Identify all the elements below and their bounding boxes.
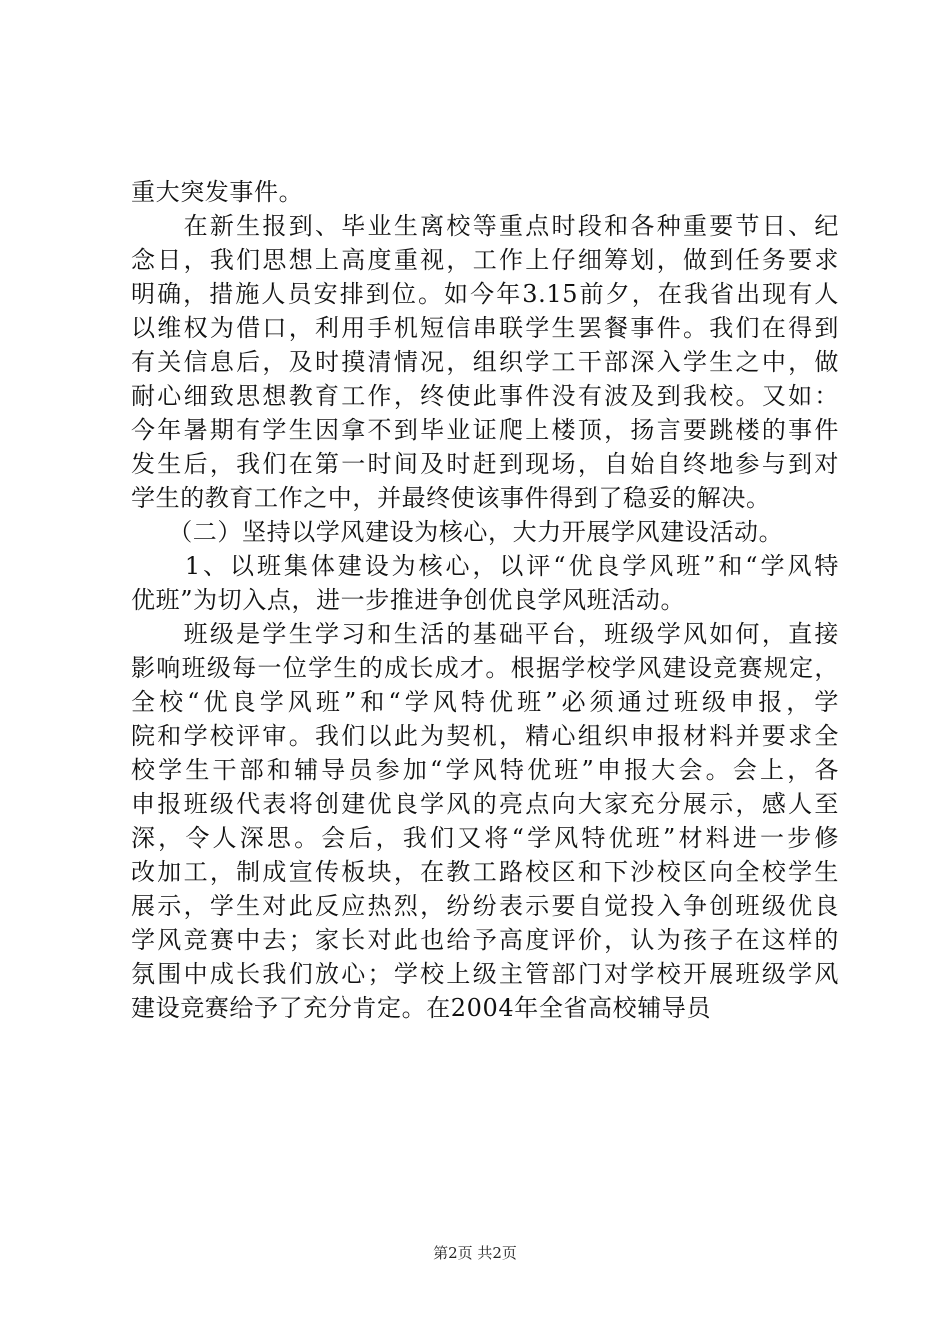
text-line: 今年暑期有学生因拿不到毕业证爬上楼顶，扬言要跳楼的事件: [131, 416, 839, 444]
text-line: 学风竞赛中去；家长对此也给予高度评价，认为孩子在这样的: [131, 926, 839, 954]
text-line: 展示，学生对此反应热烈，纷纷表示要自觉投入争创班级优良: [131, 892, 839, 920]
subsection-heading: 1、以班集体建设为核心，以评“优良学风班”和“学风特: [131, 552, 839, 580]
text-line: 影响班级每一位学生的成长成才。根据学校学风建设竞赛规定，: [131, 654, 839, 682]
text-line: 建设竞赛给予了充分肯定。在2004年全省高校辅导员: [131, 994, 712, 1022]
section-heading: （二）坚持以学风建设为核心，大力开展学风建设活动。: [131, 518, 784, 546]
text-line: 有关信息后，及时摸清情况，组织学工干部深入学生之中，做: [131, 348, 839, 376]
text-line: 深，令人深思。会后，我们又将“学风特优班”材料进一步修: [131, 824, 839, 852]
text-line: 重大突发事件。: [131, 178, 304, 206]
text-line: 申报班级代表将创建优良学风的亮点向大家充分展示，感人至: [131, 790, 839, 818]
text-line: 氛围中成长我们放心；学校上级主管部门对学校开展班级学风: [131, 960, 839, 988]
subsection-heading: 优班”为切入点，进一步推进争创优良学风班活动。: [131, 586, 686, 614]
text-line: 改加工，制成宣传板块，在教工路校区和下沙校区向全校学生: [131, 858, 839, 886]
text-line: 明确，措施人员安排到位。如今年3.15前夕，在我省出现有人: [131, 280, 839, 308]
page-number-footer: 第2页 共2页: [433, 1244, 517, 1262]
text-line: 以维权为借口，利用手机短信串联学生罢餐事件。我们在得到: [131, 314, 839, 342]
text-line: 耐心细致思想教育工作，终使此事件没有波及到我校。又如：: [131, 382, 839, 410]
text-line: 校学生干部和辅导员参加“学风特优班”申报大会。会上，各: [131, 756, 839, 784]
text-line: 发生后，我们在第一时间及时赶到现场，自始自终地参与到对: [131, 450, 839, 478]
text-line: 念日，我们思想上高度重视，工作上仔细筹划，做到任务要求: [131, 246, 839, 274]
text-line: 院和学校评审。我们以此为契机，精心组织申报材料并要求全: [131, 722, 839, 750]
text-line: 在新生报到、毕业生离校等重点时段和各种重要节日、纪: [131, 212, 839, 240]
text-line: 学生的教育工作之中，并最终使该事件得到了稳妥的解决。: [131, 484, 771, 512]
text-line: 全校“优良学风班”和“学风特优班”必须通过班级申报，学: [131, 688, 839, 716]
text-line: 班级是学生学习和生活的基础平台，班级学风如何，直接: [131, 620, 839, 648]
